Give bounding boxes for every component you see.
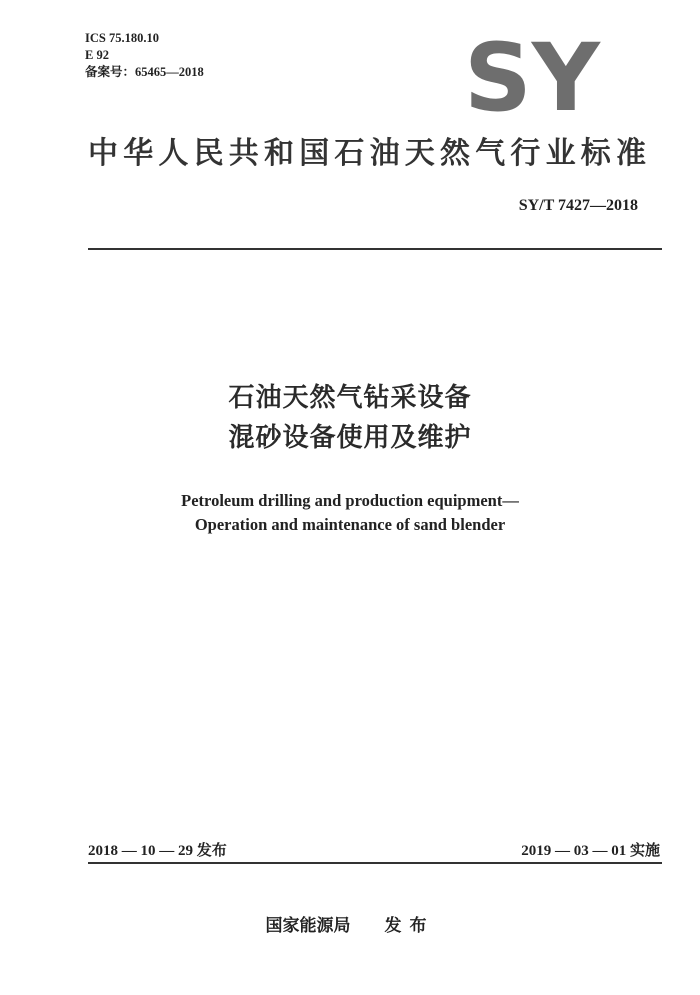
ics-code: ICS 75.180.10 [85, 31, 159, 45]
bottom-divider [88, 862, 662, 864]
issue-label: 发布 [196, 841, 227, 859]
classification-block [85, 30, 204, 81]
chinese-title-line-2: 混砂设备使用及维护 [228, 423, 472, 453]
record-number: 备案号：65465—2018 [85, 65, 204, 79]
implement-label: 实施 [629, 841, 660, 859]
issue-date: 2018 — 10 — 29 [88, 843, 193, 859]
english-title [0, 489, 700, 537]
implement-date-block [521, 839, 660, 860]
top-divider [88, 248, 662, 250]
standard-number: SY/T 7427—2018 [518, 197, 638, 214]
class-code: E 92 [85, 48, 109, 62]
issue-date-block [88, 839, 227, 860]
english-title-line-2: Operation and maintenance of sand blender [194, 515, 506, 534]
implement-date: 2019 — 03 — 01 [521, 843, 627, 859]
publish-action: 发布 [384, 916, 435, 936]
industry-standard-title: 中华人民共和国石油天然气行业标准 [88, 136, 652, 171]
svg-text:SY: SY [464, 38, 601, 116]
chinese-title [0, 378, 700, 458]
sy-logo [463, 38, 601, 116]
english-title-line-1: Petroleum drilling and production equipment— [181, 491, 519, 510]
chinese-title-line-1: 石油天然气钻采设备 [228, 383, 472, 413]
publisher-block [0, 911, 700, 936]
publisher-name: 国家能源局 [265, 916, 351, 936]
